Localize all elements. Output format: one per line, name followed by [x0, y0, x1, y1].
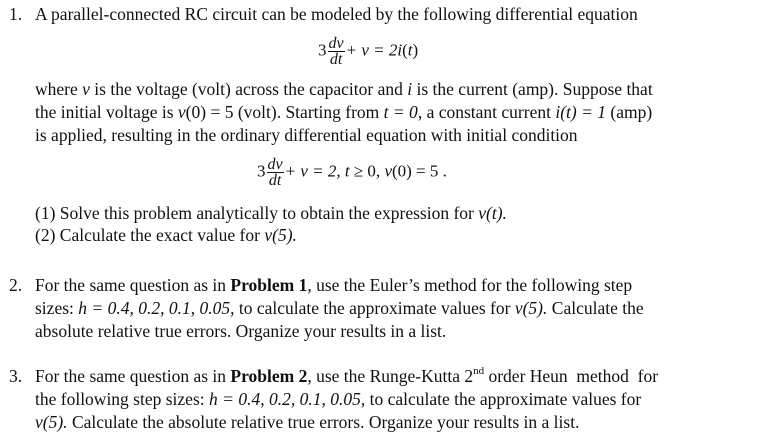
- text-span: , use the Euler’s method for the following step: [307, 275, 633, 295]
- problem-number: 2.: [9, 275, 23, 295]
- paragraph-line: absolute relative true errors. Organize your results in a list.: [35, 321, 447, 341]
- eq-fraction: [267, 157, 284, 188]
- eq-rest: ≥ 0,: [349, 161, 385, 181]
- eq-fraction: [328, 36, 345, 67]
- eq-coef: 3: [257, 161, 266, 181]
- problem-number: 1.: [9, 4, 23, 24]
- paragraph-line: [35, 79, 653, 99]
- eq-frac-num: dv: [267, 156, 283, 173]
- eq-i: i: [397, 40, 403, 60]
- text-span: sizes:: [35, 298, 79, 318]
- step-sizes: h = 0.4, 0.2, 0.1, 0.05,: [209, 389, 366, 409]
- paragraph-line: [35, 389, 641, 409]
- problem-number: 3.: [9, 366, 23, 386]
- text-span: to calculate the approximate values for: [234, 298, 515, 318]
- subquestion-1: [35, 203, 507, 223]
- var-v5: v(5).: [514, 298, 548, 318]
- text-span: Calculate the absolute relative true errors. Organize your results in a list.: [67, 412, 580, 432]
- eq-frac-num: dv: [328, 35, 344, 52]
- text-span: For the same question as in: [35, 366, 231, 386]
- eq-rest: + v = 2,: [284, 161, 345, 181]
- text-span: to calculate the approximate values for: [365, 389, 642, 409]
- text-span: the initial voltage is: [35, 102, 178, 122]
- superscript: nd: [473, 365, 485, 378]
- text-span: is the voltage (volt) across the capacitor and: [89, 79, 408, 99]
- var-v: v: [82, 79, 90, 99]
- var-it: i(t) = 1: [555, 102, 607, 122]
- var-v: v: [177, 102, 186, 122]
- eq-paren-open: (: [402, 40, 408, 60]
- eq-paren-close: ): [412, 40, 419, 60]
- var-t: t = 0: [383, 102, 418, 122]
- problem-intro: A parallel-connected RC circuit can be modeled by the following differential equation: [35, 4, 638, 24]
- text-span: (2) Calculate the exact value for: [35, 225, 265, 245]
- paragraph-line: [35, 102, 652, 122]
- eq-frac-den: dt: [268, 172, 282, 189]
- paragraph-line: [35, 366, 658, 386]
- text-span: where: [35, 79, 83, 99]
- eq-rest: + v = 2: [345, 40, 398, 60]
- text-span: (1) Solve this problem analytically to obtain the expression for: [35, 203, 479, 223]
- var-v5: v(5).: [264, 225, 297, 245]
- eq-coef: 3: [318, 40, 327, 60]
- text-span: is the current (amp). Suppose that: [412, 79, 653, 99]
- paragraph-line: is applied, resulting in the ordinary differential equation with initial condition: [35, 125, 578, 145]
- problem-reference: Problem 2: [230, 366, 308, 386]
- equation-2: [257, 157, 447, 188]
- text-span: , use the Runge-Kutta 2: [307, 366, 474, 386]
- text-span: For the same question as in: [35, 275, 231, 295]
- var-v5: v(5).: [35, 412, 68, 432]
- paragraph-line: [35, 412, 579, 432]
- paragraph-line: [35, 298, 644, 318]
- eq-v: v: [384, 161, 392, 181]
- var-vt: v(t).: [478, 203, 507, 223]
- text-span: (amp): [606, 102, 653, 122]
- eq-t: t: [407, 40, 413, 60]
- paragraph-line: [35, 275, 632, 295]
- text-span: the following step sizes:: [35, 389, 210, 409]
- text-span: Calculate the: [547, 298, 644, 318]
- text-span: (0) = 5 (volt). Starting from: [185, 102, 384, 122]
- eq-t: t: [344, 161, 350, 181]
- eq-frac-den: dt: [329, 51, 343, 68]
- subquestion-2: [35, 225, 297, 245]
- text-span: order Heun method for: [484, 366, 659, 386]
- equation-1: [318, 36, 418, 67]
- text-span: , a constant current: [417, 102, 556, 122]
- var-i: i: [407, 79, 413, 99]
- problem-reference: Problem 1: [230, 275, 308, 295]
- eq-rest: (0) = 5 .: [391, 161, 447, 181]
- step-sizes: h = 0.4, 0.2, 0.1, 0.05,: [78, 298, 235, 318]
